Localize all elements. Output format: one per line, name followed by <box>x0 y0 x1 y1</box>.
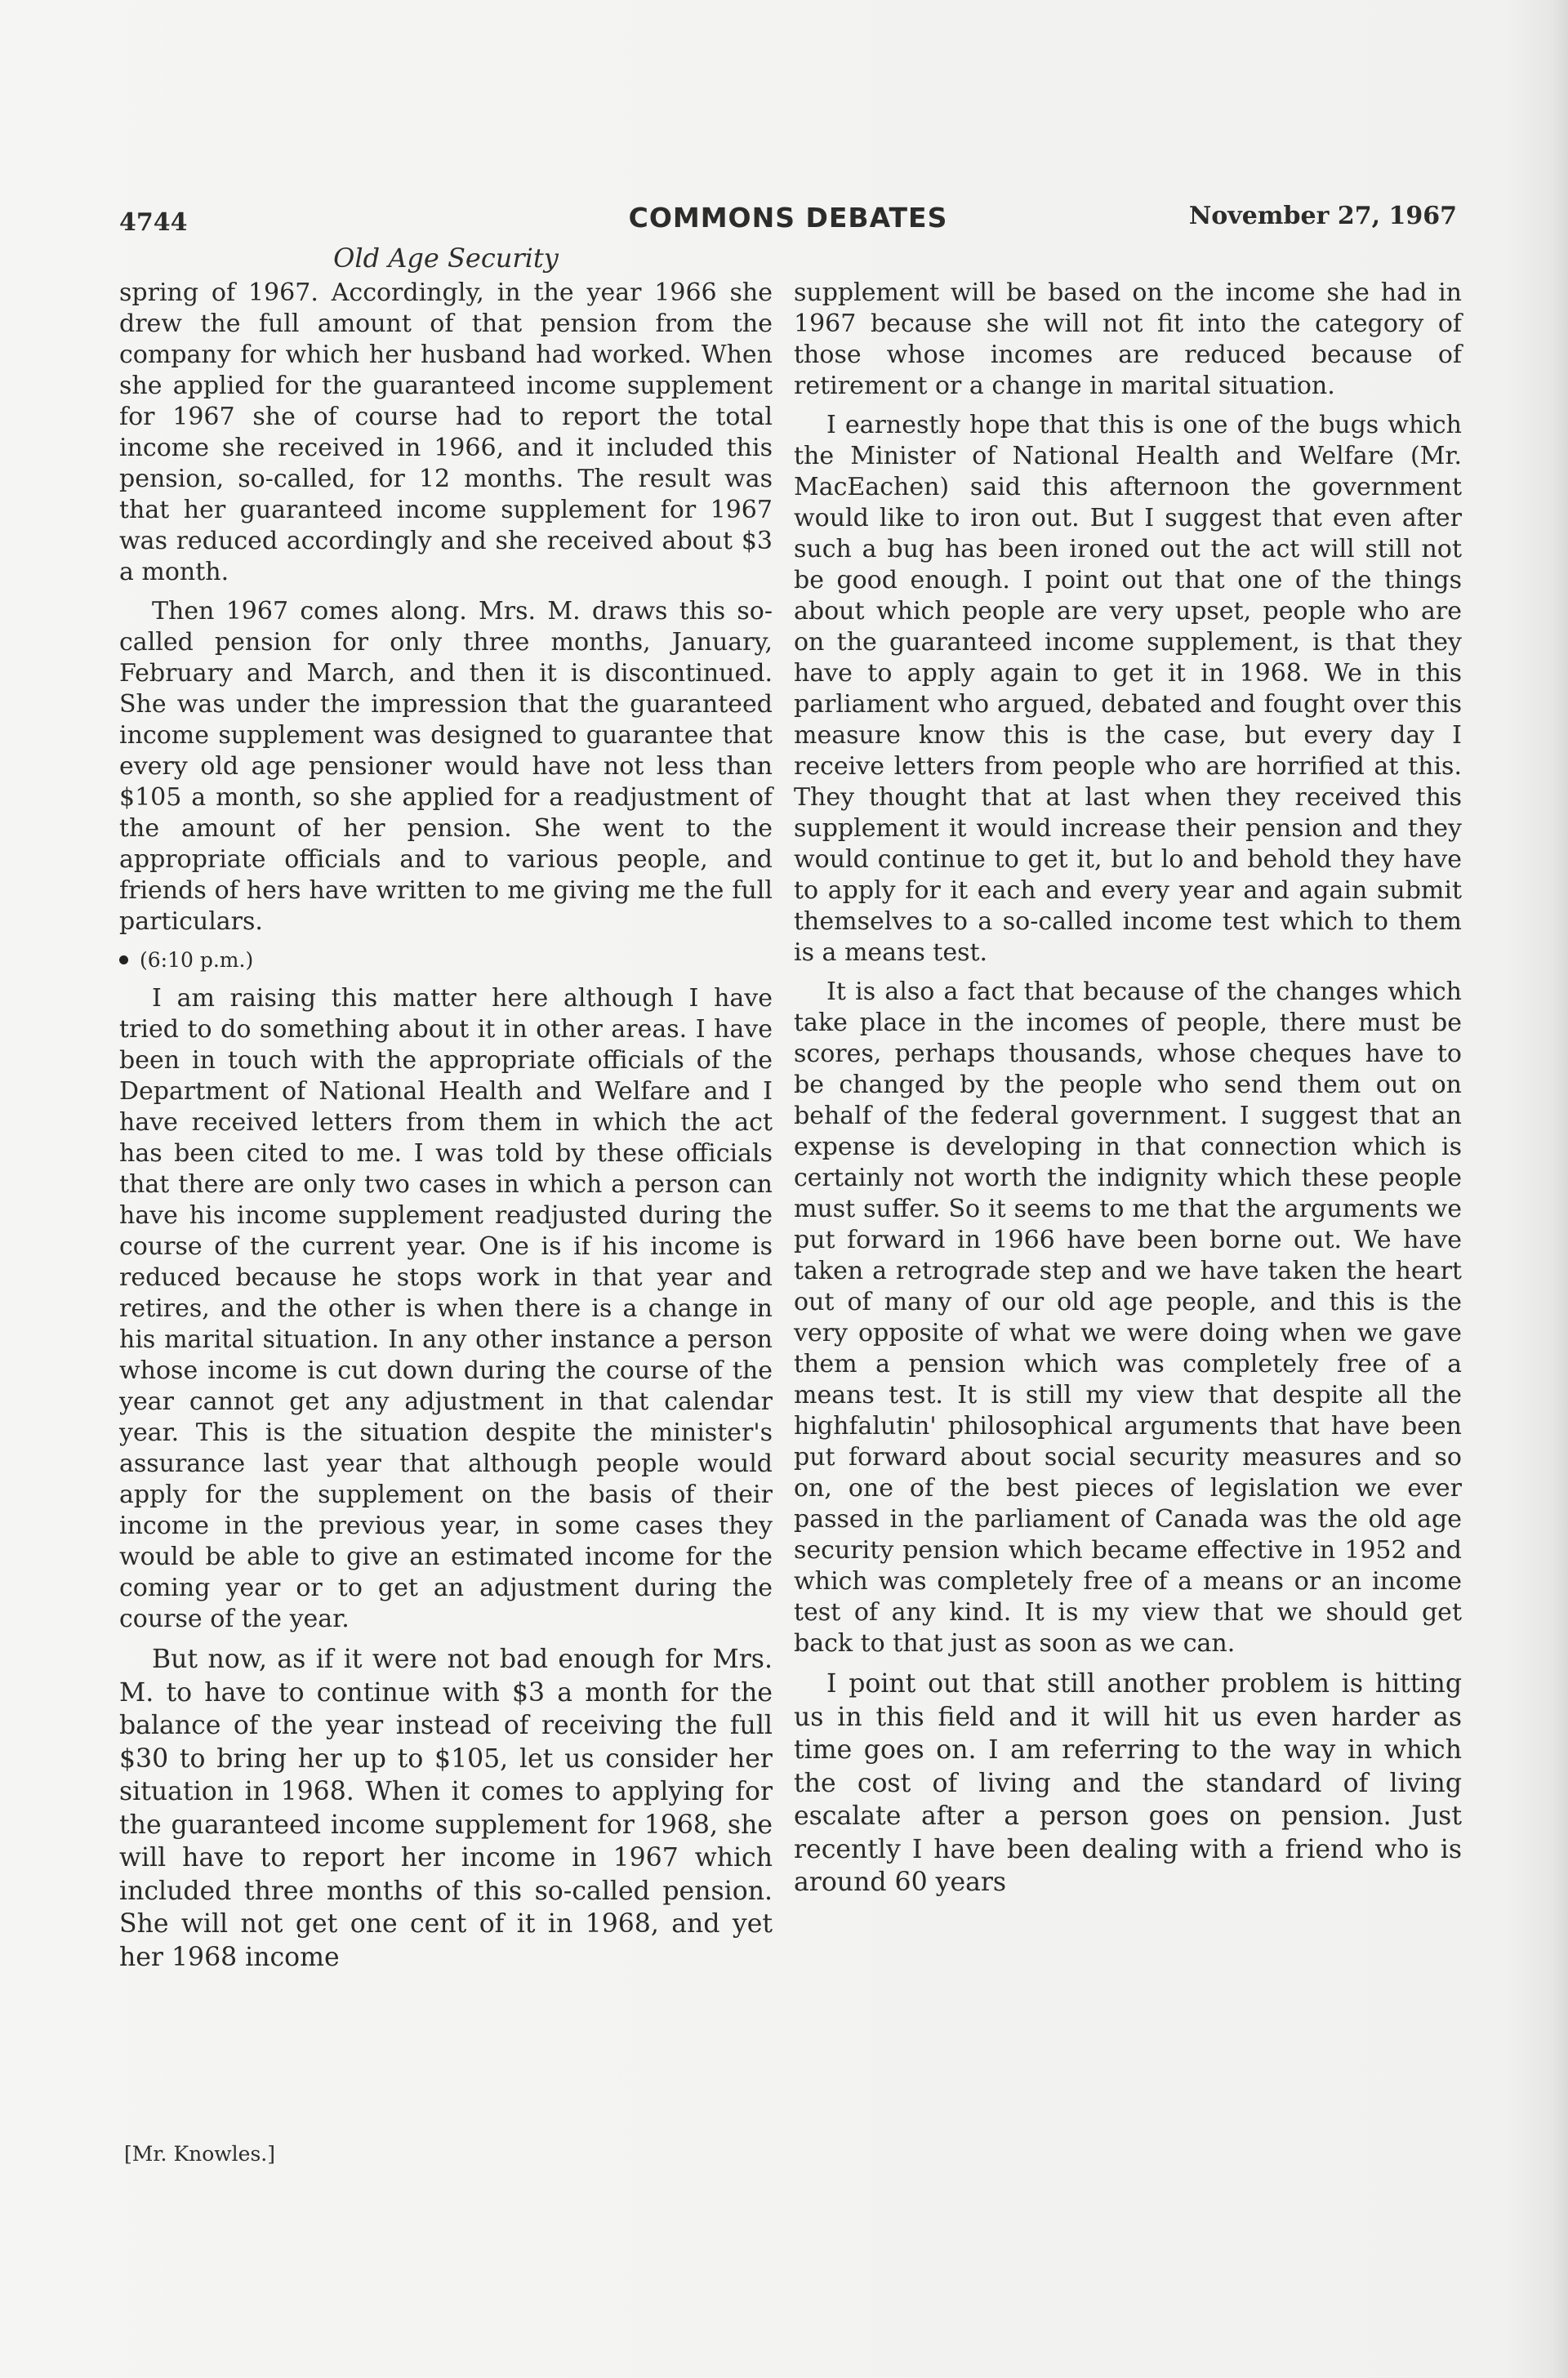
left-column <box>119 278 773 1982</box>
bullet-dot-icon <box>119 955 128 964</box>
left-paragraph-1: spring of 1967. Accordingly, in the year 1966 she drew the full amount of that pension from the company for which her husband had worked. When she applied for the guaranteed income supplement for 1967 she of course had to report the total income she received in 1966, and it included this pension, so-called, for 12 months. The result was that her guaranteed income supplement for 1967 was reduced accordingly and she received about $3 a month. <box>119 278 773 586</box>
issue-date: November 27, 1967 <box>1188 202 1457 230</box>
time-stamp-text: (6:10 p.m.) <box>140 948 254 972</box>
publication-title: COMMONS DEBATES <box>628 202 948 234</box>
left-paragraph-2: Then 1967 comes along. Mrs. M. draws this so-called pension for only three months, January, February and March, and then it is discontinued. She was under the impression that the guaranteed income supplement was designed to guarantee that every old age pensioner would have not less than $105 a month, so she applied for a readjustment of the amount of her pension. She went to the appropriate officials and to various people, and friends of hers have written to me giving me the full particulars. <box>119 597 773 936</box>
section-title: Old Age Security <box>333 243 559 274</box>
left-paragraph-3: I am raising this matter here although I have tried to do something about it in other areas. I have been in touch with the appropriate officials of the Department of National Health and Welfare and I have received letters from them in which the act has been cited to me. I was told by these officials that there are only two cases in which a person can have his income supplement readjusted during the course of the current year. One is if his income is reduced because he stops work in that year and retires, and the other is when there is a change in his marital situation. In any other instance a person whose income is cut down during the course of the year cannot get any adjustment in that calendar year. This is the situation despite the minister's assurance last year that although people would apply for the supplement on the basis of their income in the previous year, in some cases they would be able to give an estimated income for the coming year or to get an adjustment during the course of the year. <box>119 984 773 1633</box>
page-header <box>119 202 1457 238</box>
right-paragraph-3: It is also a fact that because of the changes which take place in the incomes of people, there must be scores, perhaps thousands, whose cheques have to be changed by the people who send them out on behalf of the federal government. I suggest that an expense is developing in that connection which is certainly not worth the indignity which these people must suffer. So it seems to me that the arguments we put forward in 1966 have been borne out. We have taken a retrograde step and we have taken the heart out of many of our old age people, and this is the very opposite of what we were doing when we gave them a pension which was completely free of a means test. It is still my view that despite all the highfalutin' philosophical arguments that have been put forward about social security measures and so on, one of the best pieces of legislation we ever passed in the parliament of Canada was the old age security pension which became effective in 1952 and which was completely free of a means or an income test of any kind. It is my view that we should get back to that just as soon as we can. <box>794 977 1462 1658</box>
right-paragraph-4: I point out that still another problem is hitting us in this field and it will hit us even harder as time goes on. I am referring to the way in which the cost of living and the standard of living escalate after a person goes on pension. Just recently I have been dealing with a friend who is around 60 years <box>794 1669 1462 1897</box>
left-paragraph-4: But now, as if it were not bad enough for Mrs. M. to have to continue with $3 a month for the balance of the year instead of receiving the full $30 to bring her up to $105, let us consider her situation in 1968. When it comes to applying for the guaranteed income supplement for 1968, she will have to report her income in 1967 which included three months of this so-called pension. She will not get one cent of it in 1968, and yet her 1968 income <box>119 1645 773 1972</box>
time-stamp <box>119 946 773 975</box>
right-paragraph-2: I earnestly hope that this is one of the bugs which the Minister of National Health and Welfare (Mr. MacEachen) said this afternoon the government would like to iron out. But I suggest that even after such a bug has been ironed out the act will still not be good enough. I point out that one of the things about which people are very upset, people who are on the guaranteed income supplement, is that they have to apply again to get it in 1968. We in this parliament who argued, debated and fought over this measure know this is the case, but every day I receive letters from people who are horrified at this. They thought that at last when they received this supplement it would increase their pension and they would continue to get it, but lo and behold they have to apply for it each and every year and again submit themselves to a so-called income test which to them is a means test. <box>794 411 1462 967</box>
speaker-note: [Mr. Knowles.] <box>124 2142 275 2166</box>
page-number: 4744 <box>119 208 188 237</box>
right-column <box>794 278 1462 1908</box>
right-paragraph-1: supplement will be based on the income she had in 1967 because she will not fit into the category of those whose incomes are reduced because of retirement or a change in marital situation. <box>794 278 1462 400</box>
